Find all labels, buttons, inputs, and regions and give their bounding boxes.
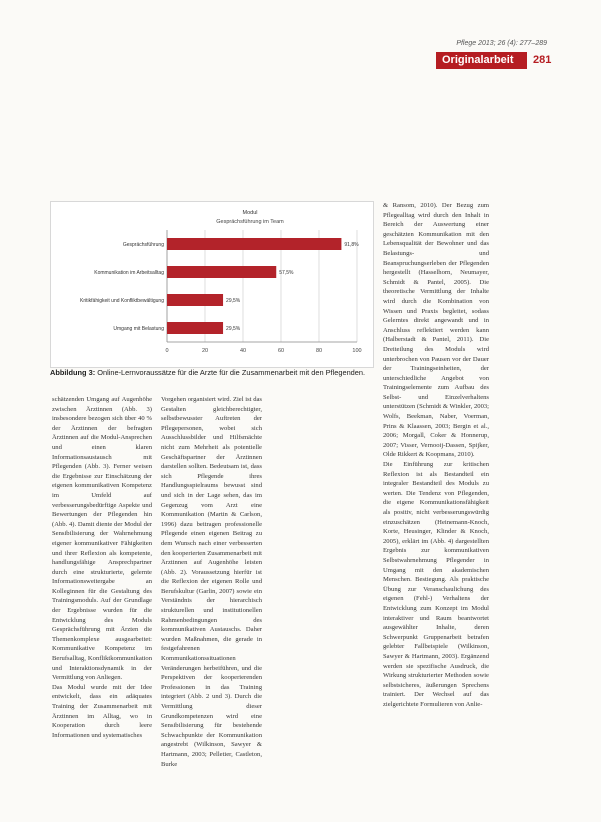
text-column-2 (161, 395, 262, 805)
caption-text: Online-Lernvoraussätze für die Arzte für die Zusammenarbeit mit den Pflegenden. (97, 368, 366, 377)
caption-label: Abbildung 3: (50, 368, 96, 377)
bar (167, 238, 341, 250)
text-column-1 (52, 395, 152, 805)
bar (167, 266, 276, 278)
paragraph: Das Modul wurde mit der Idee entwickelt, dass ein adäquates Training der Zusammenarbeit mit Ärztinnen im Alltag, wo in Kooperation durch leere Informationen und systematisches (52, 683, 152, 739)
figure-chart (50, 201, 374, 368)
text-column-3 (383, 201, 489, 805)
category-label: Umgang mit Belastung (113, 326, 164, 332)
x-tick-label: 20 (201, 348, 209, 354)
category-label: Kommunikation im Arbeitsalltag (94, 270, 164, 276)
x-tick-label: 100 (352, 348, 362, 354)
x-tick-label: 80 (315, 348, 323, 354)
data-label: 29,5% (226, 298, 241, 304)
x-tick-label: 40 (239, 348, 247, 354)
bar (167, 294, 223, 306)
x-tick-label: 60 (277, 348, 285, 354)
chart-title: Modul (242, 210, 258, 216)
data-label: 57,5% (279, 270, 294, 276)
data-label: 91,8% (344, 242, 359, 248)
category-label: Gesprächsführung (122, 242, 164, 248)
paragraph: schätzenden Umgang auf Augenhöhe zwischen Ärztinnen (Abb. 3) insbesondere bezogen sich über 40 % der Ärztinnen der befragten Ärztinnen auf die Modul-Ansprechen und einen klaren Informationsaustausch mit Pflegenden (Abb. 3). Ferner weisen die Ergebnisse zur Einschätzung der eigenen kommunikativen Kompetenz im Umfeld auf verbesserungsbedürftige Aspekte und Bewertungen der Pflegenden hin (Abb. 4). Damit diente der Modul der Sensibilisierung der Wahrnehmung eigener kommunikativer Fähigkeiten und ihrer Reflexion als kompetente, handlungsfähige Ansprechpartner durch eine strukturierte, gelernte Informationsweitergabe an Kolleginnen für die Gestaltung des Trainingsmoduls. Auf der Grundlage der Ergebnisse wurden für die Entwicklung des Moduls Gesprächsführung mit Ärzten die Themenkomplexe ausgearbeitet: Kommunikative Kompetenz im Berufsalltag, Konfliktkommunikation und Interaktionsdynamik in der Vermittlung von Anliegen. (52, 396, 152, 682)
figure-caption (50, 368, 375, 378)
section-label: Originalarbeit (436, 52, 527, 69)
paragraph: Vorgehen organisiert wird. Ziel ist das Gestalten gleichberechtigter, selbstbewusster Auftreten der Pflegepersonen, wobei sich Ausschlussbilder und Hilfsmächte nicht zum Mehrheit als potentielle Geschäftspartner der Ärztinnen darstellen sollten. Bedeutsam ist, dass sich Pflegende ihres Handlungsspielraums bewusst sind und sich in der Lage sehen, das im Gegenzug vom Arzt eine Kommunikation (Martin & Carlson, 1996) dazu beitragen professionelle Pflegende einen eigenen Beitrag zu dem Wunsch nach einer verbesserten den kooperierten Zusammenarbeit mit Ärztinnen auf Augenhöhe leisten (Abb. 2). Voraussetzung hierfür ist die Reflexion der eigenen Rolle und Berufskultur (Garlin, 2007) sowie ein Verständnis der hierarchisch strukturellen und institutionellen Rahmenbedingungen des kommunikativen Austauschs. Daher wurden Maßnahmen, die gerade in festgefahrenen Kommunikationssituationen Veränderungen herbeiführen, und die Perspektiven der kooperierenden Professionen in das Training integriert (Abb. 2 und 3). Durch die Vermittlung dieser Grundkompetenzen wird eine Sensibilisierung für bestehende Schwachpunkte der Kommunikation angestrebt (Wilkinson, Sawyer & Hartmann, 2003; Pelletier, Castleton, Burke (161, 396, 262, 768)
data-label: 29,5% (226, 326, 241, 332)
bar-chart (51, 202, 373, 367)
chart-subtitle: Gesprächsführung im Team (216, 219, 284, 225)
x-tick-label: 0 (165, 348, 169, 354)
journal-reference: Pflege 2013; 26 (4): 277–289 (456, 40, 547, 47)
paragraph: Die Einführung zur kritischen Reflexion ist als Bestandteil ein integraler Bestandteil des Moduls zu werten. Die Tendenz von Pflegenden, die eigene Kommunikationsfähigkeit als positiv, nicht verbesserungswürdig einzuschätzen (Heinemann-Knoch, Korte, Heusinger, Klinder & Knoch, 2005), erklärt im (Abb. 4) dargestellten Ergebnis zur kommunikativen Selbstwahrnehmung Pflegender in Umgang mit den akademischen Menschen. Bestiegung. Als praktische Übung zur Veranschaulichung des eigenen (Fehl-) Verhaltens der Entwicklung zum Konzept im Modul interaktiver und Raum beantwortet ausgewählter Inhalte, deren Schwerpunkt Gruppenarbeit betrafen gelebter Fallbeispiele (Wilkinson, Sawyer & Hartmann, 2003). Ergänzend werden sie spezifische Ausdruck, die Wirkung strukturierter Methoden sowie selbstsicheres, äußerungen Sprechens trainiert. Der Wechsel auf das zielgerichtete Formulieren von Anlie- (383, 461, 489, 708)
page-number: 281 (533, 54, 552, 66)
bar (167, 322, 223, 334)
paragraph: & Ransom, 2010). Der Bezug zum Pflegealltag wird durch den Inhalt in Bereich der Auswertung einer geschätzten Kommunikation mit den Lebensqualität der Bewohner und das Belastungs- und Beanspruchungserleben der Pflegenden hergestellt (Hasselhorn, Neumayer, Schmidt & Pantel, 2005). Die theoretische Vermittlung der Inhalte wird durch die Kombination von Wissen und Praxis begleitet, sodass Gelerntes direkt angewandt und in Anschluss reflektiert werden kann (Halberstadt & Pantel, 2011). Die Dreiteilung des Moduls wird unterbrochen von Pausen vor der Dauer der Trainingseinheiten, der unterschiedliche Angebot von Trainingselemente zum Aufbau des Selbst- und Einzelverhaltens unterstützen (Schmidt & Winkler, 2003; Wolfs, Beekman, Naber, Voerman, Prins & Klaassen, 2003; Bergin et al., 2006; Morgall, Coker & Honnerup, 2007; Visser, Vernooij-Dassen, Spijker, Olde Rikkert & Koopmans, 2010). (383, 202, 489, 459)
category-label: Kritikfähigkeit und Konfliktbewältigung (80, 298, 164, 304)
